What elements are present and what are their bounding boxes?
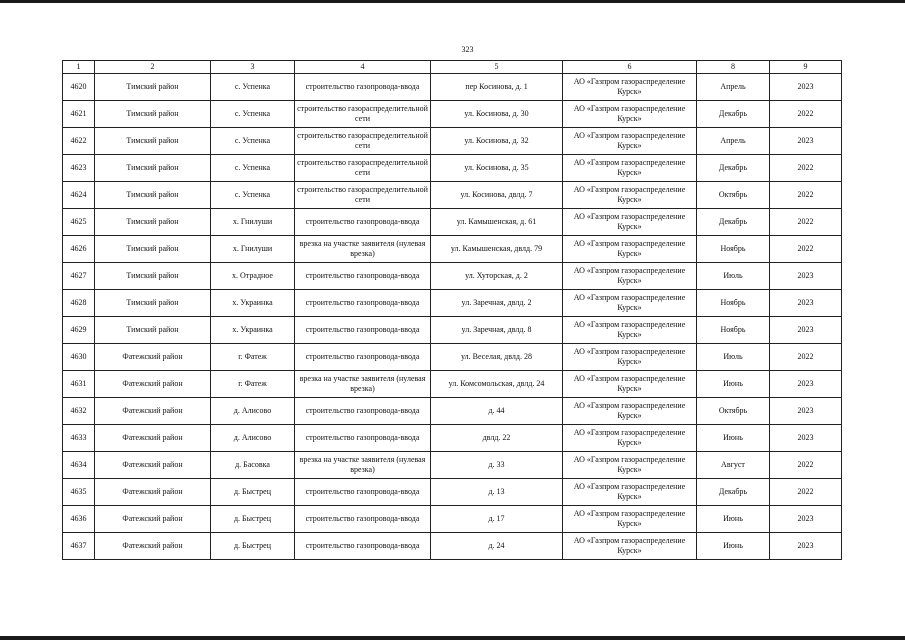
address-cell: ул. Косинова, д. 30	[431, 101, 563, 128]
table-row	[63, 236, 842, 263]
year-cell: 2022	[770, 182, 842, 209]
work-type-cell: строительство газопровода-ввода	[295, 506, 431, 533]
district-cell: Фатежский район	[95, 344, 211, 371]
organization-cell: АО «Газпром газораспределение Курск»	[563, 506, 697, 533]
month-cell: Декабрь	[697, 155, 770, 182]
district-cell: Тимский район	[95, 236, 211, 263]
month-cell: Июнь	[697, 425, 770, 452]
row-number-cell: 4632	[63, 398, 95, 425]
year-cell: 2022	[770, 344, 842, 371]
year-cell: 2022	[770, 236, 842, 263]
row-number-cell: 4634	[63, 452, 95, 479]
year-cell: 2023	[770, 128, 842, 155]
month-cell: Октябрь	[697, 182, 770, 209]
district-cell: Тимский район	[95, 101, 211, 128]
table-row	[63, 506, 842, 533]
row-number-cell: 4621	[63, 101, 95, 128]
address-cell: двлд. 22	[431, 425, 563, 452]
district-cell: Фатежский район	[95, 533, 211, 560]
address-cell: д. 17	[431, 506, 563, 533]
settlement-cell: д. Алисово	[211, 425, 295, 452]
table-row	[63, 479, 842, 506]
year-cell: 2023	[770, 74, 842, 101]
year-cell: 2022	[770, 479, 842, 506]
month-cell: Июнь	[697, 371, 770, 398]
table-row	[63, 155, 842, 182]
address-cell: ул. Косинова, двлд. 7	[431, 182, 563, 209]
month-cell: Апрель	[697, 74, 770, 101]
organization-cell: АО «Газпром газораспределение Курск»	[563, 479, 697, 506]
district-cell: Фатежский район	[95, 479, 211, 506]
table-row	[63, 209, 842, 236]
row-number-cell: 4636	[63, 506, 95, 533]
table-row	[63, 128, 842, 155]
settlement-cell: с. Успенка	[211, 74, 295, 101]
address-cell: д. 24	[431, 533, 563, 560]
row-number-cell: 4633	[63, 425, 95, 452]
address-cell: ул. Косинова, д. 32	[431, 128, 563, 155]
column-header: 3	[211, 61, 295, 74]
organization-cell: АО «Газпром газораспределение Курск»	[563, 236, 697, 263]
table-row	[63, 263, 842, 290]
work-type-cell: строительство газопровода-ввода	[295, 74, 431, 101]
month-cell: Ноябрь	[697, 317, 770, 344]
row-number-cell: 4622	[63, 128, 95, 155]
row-number-cell: 4629	[63, 317, 95, 344]
year-cell: 2023	[770, 371, 842, 398]
month-cell: Декабрь	[697, 101, 770, 128]
month-cell: Июнь	[697, 533, 770, 560]
work-type-cell: строительство газораспределительной сети	[295, 182, 431, 209]
year-cell: 2023	[770, 263, 842, 290]
settlement-cell: с. Успенка	[211, 128, 295, 155]
district-cell: Тимский район	[95, 263, 211, 290]
district-cell: Тимский район	[95, 155, 211, 182]
header-row	[63, 61, 842, 74]
year-cell: 2022	[770, 452, 842, 479]
work-type-cell: строительство газопровода-ввода	[295, 425, 431, 452]
settlement-cell: х. Гнилуши	[211, 209, 295, 236]
address-cell: ул. Камышенская, двлд. 79	[431, 236, 563, 263]
scan-border-bottom	[0, 636, 905, 640]
row-number-cell: 4624	[63, 182, 95, 209]
year-cell: 2023	[770, 506, 842, 533]
organization-cell: АО «Газпром газораспределение Курск»	[563, 344, 697, 371]
table-row	[63, 533, 842, 560]
settlement-cell: с. Успенка	[211, 155, 295, 182]
address-cell: д. 44	[431, 398, 563, 425]
work-type-cell: строительство газопровода-ввода	[295, 533, 431, 560]
year-cell: 2023	[770, 425, 842, 452]
work-type-cell: строительство газораспределительной сети	[295, 155, 431, 182]
district-cell: Фатежский район	[95, 452, 211, 479]
month-cell: Апрель	[697, 128, 770, 155]
settlement-cell: с. Успенка	[211, 101, 295, 128]
month-cell: Декабрь	[697, 209, 770, 236]
address-cell: ул. Хуторская, д. 2	[431, 263, 563, 290]
organization-cell: АО «Газпром газораспределение Курск»	[563, 371, 697, 398]
year-cell: 2022	[770, 209, 842, 236]
month-cell: Декабрь	[697, 479, 770, 506]
column-header: 1	[63, 61, 95, 74]
district-cell: Тимский район	[95, 317, 211, 344]
district-cell: Фатежский район	[95, 506, 211, 533]
district-cell: Тимский район	[95, 290, 211, 317]
table-row	[63, 344, 842, 371]
month-cell: Июль	[697, 344, 770, 371]
organization-cell: АО «Газпром газораспределение Курск»	[563, 155, 697, 182]
row-number-cell: 4631	[63, 371, 95, 398]
table-row	[63, 317, 842, 344]
column-header: 4	[295, 61, 431, 74]
work-type-cell: строительство газопровода-ввода	[295, 398, 431, 425]
organization-cell: АО «Газпром газораспределение Курск»	[563, 263, 697, 290]
year-cell: 2022	[770, 155, 842, 182]
month-cell: Июнь	[697, 506, 770, 533]
table-row	[63, 290, 842, 317]
settlement-cell: х. Отрадное	[211, 263, 295, 290]
organization-cell: АО «Газпром газораспределение Курск»	[563, 182, 697, 209]
settlement-cell: д. Басовка	[211, 452, 295, 479]
address-cell: д. 33	[431, 452, 563, 479]
settlement-cell: г. Фатеж	[211, 371, 295, 398]
address-cell: ул. Камышенская, д. 61	[431, 209, 563, 236]
row-number-cell: 4635	[63, 479, 95, 506]
district-cell: Фатежский район	[95, 371, 211, 398]
column-header: 6	[563, 61, 697, 74]
column-header: 8	[697, 61, 770, 74]
month-cell: Июль	[697, 263, 770, 290]
year-cell: 2022	[770, 101, 842, 128]
work-type-cell: строительство газораспределительной сети	[295, 101, 431, 128]
address-cell: д. 13	[431, 479, 563, 506]
table-row	[63, 398, 842, 425]
row-number-cell: 4626	[63, 236, 95, 263]
work-type-cell: строительство газопровода-ввода	[295, 344, 431, 371]
district-cell: Тимский район	[95, 128, 211, 155]
settlement-cell: х. Украинка	[211, 290, 295, 317]
district-cell: Тимский район	[95, 74, 211, 101]
table-row	[63, 371, 842, 398]
district-cell: Фатежский район	[95, 398, 211, 425]
scan-border-top	[0, 0, 905, 3]
row-number-cell: 4625	[63, 209, 95, 236]
address-cell: ул. Заречная, двлд. 2	[431, 290, 563, 317]
row-number-cell: 4630	[63, 344, 95, 371]
year-cell: 2023	[770, 317, 842, 344]
district-cell: Тимский район	[95, 182, 211, 209]
row-number-cell: 4620	[63, 74, 95, 101]
work-type-cell: строительство газопровода-ввода	[295, 290, 431, 317]
work-type-cell: врезка на участке заявителя (нулевая врезка)	[295, 236, 431, 263]
work-type-cell: строительство газопровода-ввода	[295, 317, 431, 344]
column-header: 2	[95, 61, 211, 74]
table-row	[63, 425, 842, 452]
table-row	[63, 182, 842, 209]
organization-cell: АО «Газпром газораспределение Курск»	[563, 452, 697, 479]
address-cell: ул. Веселая, двлд. 28	[431, 344, 563, 371]
organization-cell: АО «Газпром газораспределение Курск»	[563, 398, 697, 425]
address-cell: пер Косинова, д. 1	[431, 74, 563, 101]
organization-cell: АО «Газпром газораспределение Курск»	[563, 290, 697, 317]
organization-cell: АО «Газпром газораспределение Курск»	[563, 533, 697, 560]
row-number-cell: 4637	[63, 533, 95, 560]
organization-cell: АО «Газпром газораспределение Курск»	[563, 317, 697, 344]
work-type-cell: строительство газораспределительной сети	[295, 128, 431, 155]
work-type-cell: строительство газопровода-ввода	[295, 263, 431, 290]
organization-cell: АО «Газпром газораспределение Курск»	[563, 128, 697, 155]
organization-cell: АО «Газпром газораспределение Курск»	[563, 101, 697, 128]
month-cell: Ноябрь	[697, 290, 770, 317]
settlement-cell: г. Фатеж	[211, 344, 295, 371]
work-type-cell: строительство газопровода-ввода	[295, 479, 431, 506]
address-cell: ул. Косинова, д. 35	[431, 155, 563, 182]
settlement-cell: х. Украинка	[211, 317, 295, 344]
district-cell: Тимский район	[95, 209, 211, 236]
address-cell: ул. Комсомольская, двлд. 24	[431, 371, 563, 398]
column-header: 5	[431, 61, 563, 74]
settlement-cell: д. Быстрец	[211, 506, 295, 533]
organization-cell: АО «Газпром газораспределение Курск»	[563, 425, 697, 452]
settlement-cell: д. Алисово	[211, 398, 295, 425]
month-cell: Октябрь	[697, 398, 770, 425]
work-type-cell: врезка на участке заявителя (нулевая врезка)	[295, 452, 431, 479]
page-number: 323	[461, 45, 474, 54]
year-cell: 2023	[770, 533, 842, 560]
work-type-cell: врезка на участке заявителя (нулевая врезка)	[295, 371, 431, 398]
row-number-cell: 4623	[63, 155, 95, 182]
registry-table	[62, 60, 842, 560]
settlement-cell: с. Успенка	[211, 182, 295, 209]
address-cell: ул. Заречная, двлд. 8	[431, 317, 563, 344]
organization-cell: АО «Газпром газораспределение Курск»	[563, 209, 697, 236]
settlement-cell: д. Быстрец	[211, 533, 295, 560]
year-cell: 2023	[770, 290, 842, 317]
row-number-cell: 4627	[63, 263, 95, 290]
settlement-cell: д. Быстрец	[211, 479, 295, 506]
row-number-cell: 4628	[63, 290, 95, 317]
table-row	[63, 74, 842, 101]
year-cell: 2023	[770, 398, 842, 425]
organization-cell: АО «Газпром газораспределение Курск»	[563, 74, 697, 101]
settlement-cell: х. Гнилуши	[211, 236, 295, 263]
table-body	[63, 74, 842, 560]
table-row	[63, 101, 842, 128]
month-cell: Август	[697, 452, 770, 479]
district-cell: Фатежский район	[95, 425, 211, 452]
table-row	[63, 452, 842, 479]
column-header: 9	[770, 61, 842, 74]
work-type-cell: строительство газопровода-ввода	[295, 209, 431, 236]
month-cell: Ноябрь	[697, 236, 770, 263]
